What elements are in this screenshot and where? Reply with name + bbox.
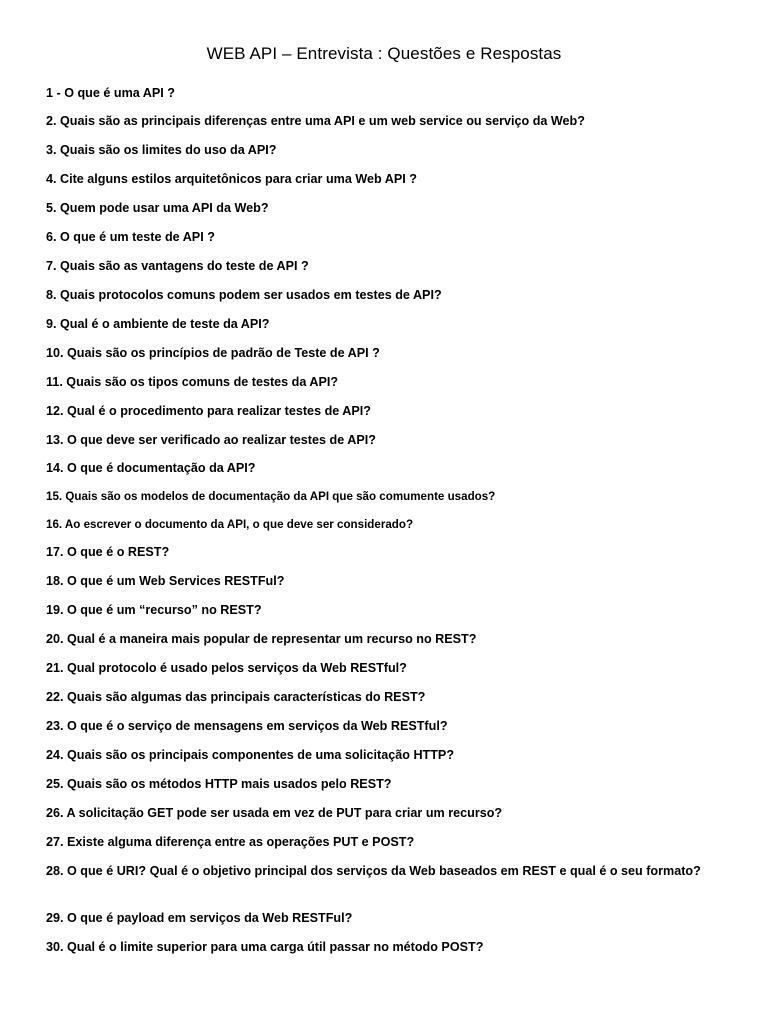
question-item: 10. Quais são os princípios de padrão de Teste de API ?: [46, 346, 380, 360]
question-item: 7. Quais são as vantagens do teste de API ?: [46, 259, 309, 273]
question-item: 11. Quais são os tipos comuns de testes da API?: [46, 375, 339, 389]
question-item: 25. Quais são os métodos HTTP mais usados pelo REST?: [46, 777, 392, 791]
question-item: 22. Quais são algumas das principais características do REST?: [46, 690, 426, 704]
question-item: 9. Qual é o ambiente de teste da API?: [46, 317, 270, 331]
question-item: 24. Quais são os principais componentes de uma solicitação HTTP?: [46, 748, 455, 762]
question-item: 12. Qual é o procedimento para realizar testes de API?: [46, 404, 371, 418]
question-item: 13. O que deve ser verificado ao realizar testes de API?: [46, 433, 376, 447]
question-item: 19. O que é um “recurso” no REST?: [46, 603, 262, 617]
question-item: 20. Qual é a maneira mais popular de representar um recurso no REST?: [46, 632, 477, 646]
question-item: 1 - O que é uma API ?: [46, 86, 175, 100]
question-item: 14. O que é documentação da API?: [46, 461, 256, 475]
question-item: 16. Ao escrever o documento da API, o que deve ser considerado?: [46, 518, 414, 531]
question-item: 26. A solicitação GET pode ser usada em vez de PUT para criar um recurso?: [46, 806, 503, 820]
question-item: 21. Qual protocolo é usado pelos serviços da Web RESTful?: [46, 661, 407, 675]
question-item: 23. O que é o serviço de mensagens em serviços da Web RESTful?: [46, 719, 448, 733]
page-title: WEB API – Entrevista : Questões e Respostas: [206, 44, 562, 63]
question-item: 8. Quais protocolos comuns podem ser usados em testes de API?: [46, 288, 442, 302]
question-item: 29. O que é payload em serviços da Web RESTFul?: [46, 911, 353, 925]
question-item: 15. Quais são os modelos de documentação da API que são comumente usados?: [46, 490, 496, 503]
question-item: 27. Existe alguma diferença entre as operações PUT e POST?: [46, 835, 415, 849]
question-item: 2. Quais são as principais diferenças entre uma API e um web service ou serviço da Web?: [46, 114, 585, 128]
question-item: 6. O que é um teste de API ?: [46, 230, 215, 244]
question-item: 17. O que é o REST?: [46, 545, 170, 559]
question-item: 3. Quais são os limites do uso da API?: [46, 143, 277, 157]
question-item: 4. Cite alguns estilos arquitetônicos para criar uma Web API ?: [46, 172, 417, 186]
question-item: 28. O que é URI? Qual é o objetivo principal dos serviços da Web baseados em REST e qual é o seu formato?: [46, 864, 701, 878]
question-item: 18. O que é um Web Services RESTFul?: [46, 574, 285, 588]
question-item: 30. Qual é o limite superior para uma carga útil passar no método POST?: [46, 940, 484, 954]
question-item: 5. Quem pode usar uma API da Web?: [46, 201, 269, 215]
